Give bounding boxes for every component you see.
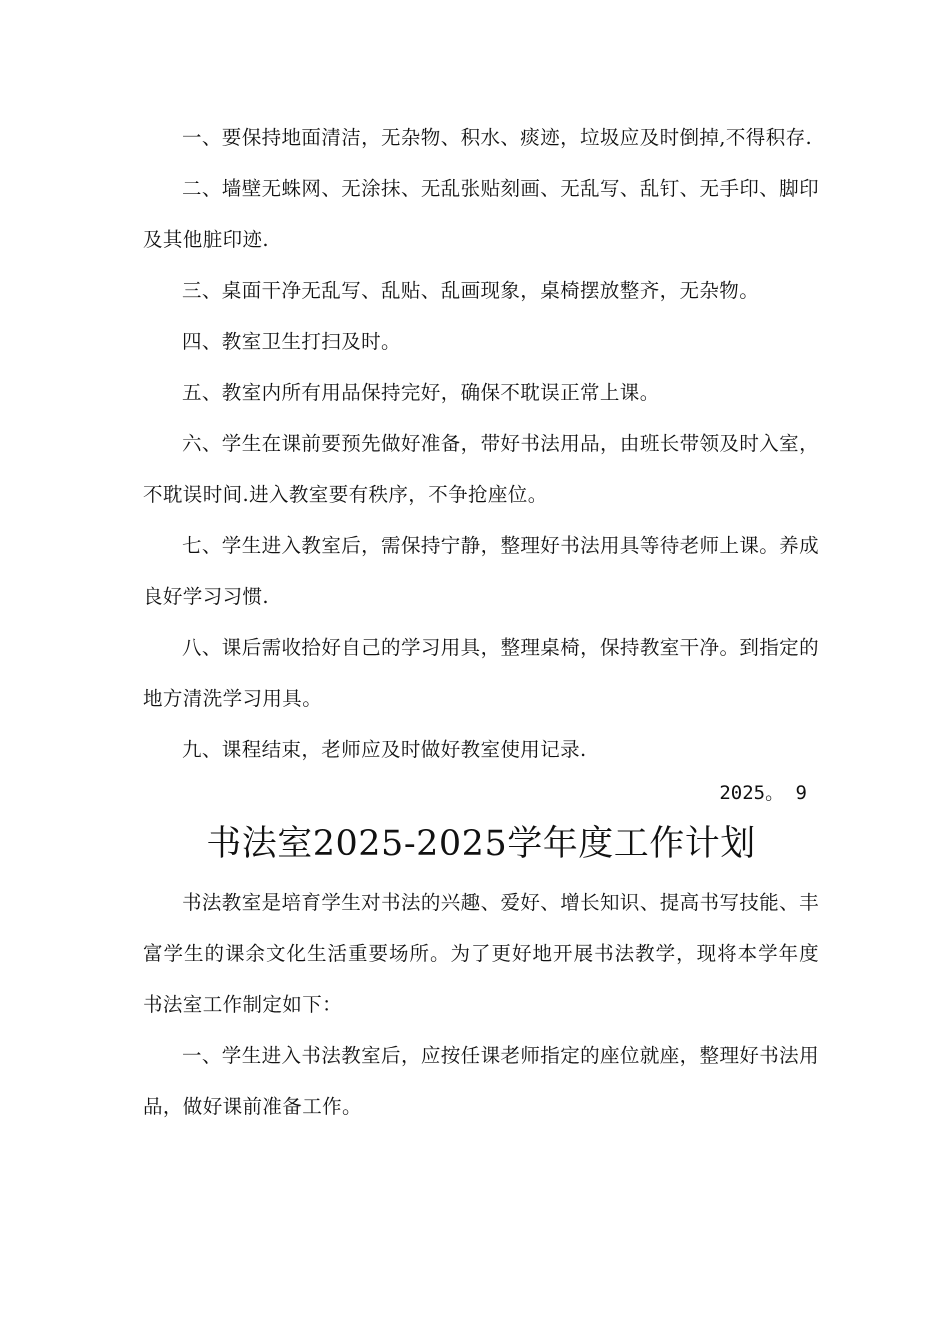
rule-4: 四、教室卫生打扫及时。 [182, 330, 401, 353]
plan-item-1: 一、学生进入书法教室后，应按任课老师指定的座位就座，整理好书法用品，做好课前准备工作。 [143, 1044, 819, 1118]
document-date: 2025。 9 [719, 782, 807, 804]
rule-1: 一、要保持地面清洁，无杂物、积水、痰迹，垃圾应及时倒掉,不得积存. [182, 126, 813, 149]
rule-2: 二、墙壁无蛛网、无涂抹、无乱张贴刻画、无乱写、乱钉、无手印、脚印及其他脏印迹. [143, 177, 819, 251]
plan-title: 书法室2025-2025学年度工作计划 [206, 824, 756, 864]
rule-7: 七、学生进入教室后，需保持宁静，整理好书法用具等待老师上课。养成良好学习习惯. [143, 534, 819, 608]
rule-5: 五、教室内所有用品保持完好，确保不耽误正常上课。 [182, 381, 660, 404]
rule-6: 六、学生在课前要预先做好准备，带好书法用品，由班长带领及时入室，不耽误时间.进入教室要有秩序，不争抢座位。 [143, 432, 819, 506]
rule-8: 八、课后需收拾好自己的学习用具，整理桌椅，保持教室干净。到指定的地方清洗学习用具。 [143, 636, 819, 710]
document-page [143, 112, 819, 1132]
plan-intro: 书法教室是培育学生对书法的兴趣、爱好、增长知识、提高书写技能、丰富学生的课余文化生活重要场所。为了更好地开展书法教学，现将本学年度书法室工作制定如下： [143, 891, 819, 1016]
rule-9: 九、课程结束，老师应及时做好教室使用记录. [182, 738, 587, 761]
rule-3: 三、桌面干净无乱写、乱贴、乱画现象，桌椅摆放整齐，无杂物。 [182, 279, 760, 302]
